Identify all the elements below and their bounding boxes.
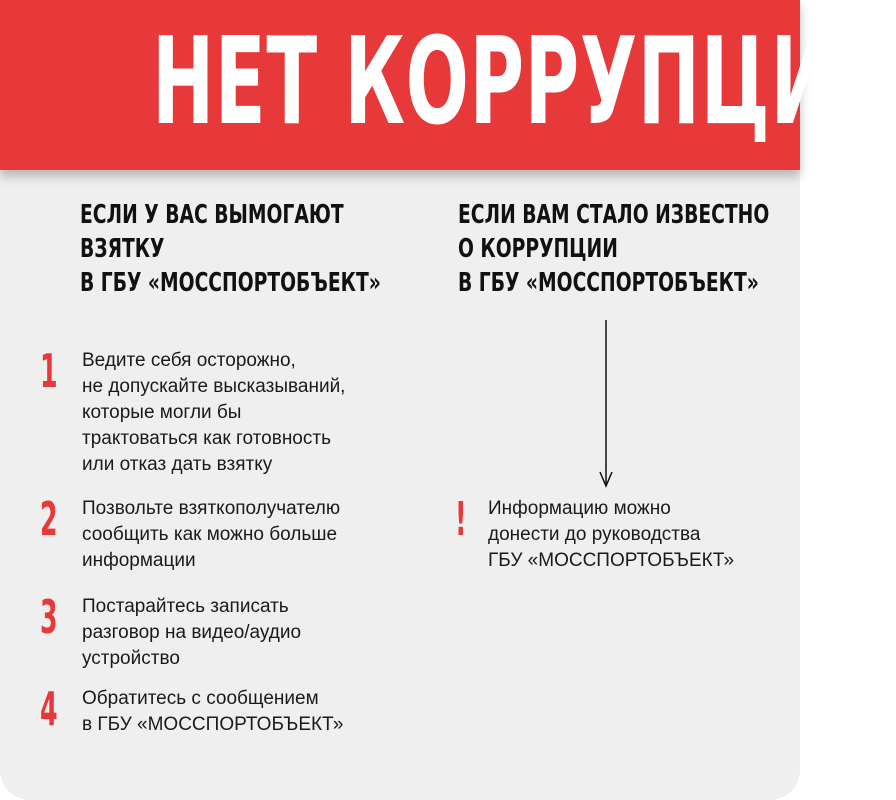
arrow-down-icon bbox=[598, 320, 614, 490]
right-heading-line: В ГБУ «МОССПОРТОБЪЕКТ» bbox=[458, 268, 759, 298]
right-heading-line: О КОРРУПЦИИ bbox=[458, 234, 618, 264]
right-column-heading bbox=[458, 198, 769, 300]
step-text: Ведите себя осторожно, не допускайте высказываний, которые могли бы трактоваться как готовность или отказ дать взятку bbox=[82, 350, 346, 475]
step-text: Обратитесь с сообщением в ГБУ «МОССПОРТОБЪЕКТ» bbox=[82, 688, 344, 735]
callout-text: Информацию можно донести до руководства ГБУ «МОССПОРТОБЪЕКТ» bbox=[488, 498, 735, 571]
left-heading-line: ЕСЛИ У ВАС ВЫМОГАЮТ bbox=[80, 200, 344, 230]
step-number: 1 bbox=[40, 344, 58, 398]
left-heading-line: ВЗЯТКУ bbox=[80, 234, 165, 264]
title-banner bbox=[0, 0, 896, 170]
right-heading-line: ЕСЛИ ВАМ СТАЛО ИЗВЕСТНО bbox=[458, 200, 770, 230]
step-number: 3 bbox=[40, 590, 58, 644]
step-text: Позвольте взяткополучателю сообщить как можно больше информации bbox=[82, 498, 341, 571]
step-text: Постарайтесь записать разговор на видео/аудио устройство bbox=[82, 596, 302, 669]
left-heading-line: В ГБУ «МОССПОРТОБЪЕКТ» bbox=[80, 268, 381, 298]
step-number: 4 bbox=[40, 682, 58, 736]
exclamation-icon: ! bbox=[455, 492, 467, 546]
step-number: 2 bbox=[40, 492, 58, 546]
banner-title: НЕТ КОРРУПЦИИ bbox=[152, 13, 896, 152]
left-column-heading bbox=[80, 198, 381, 300]
